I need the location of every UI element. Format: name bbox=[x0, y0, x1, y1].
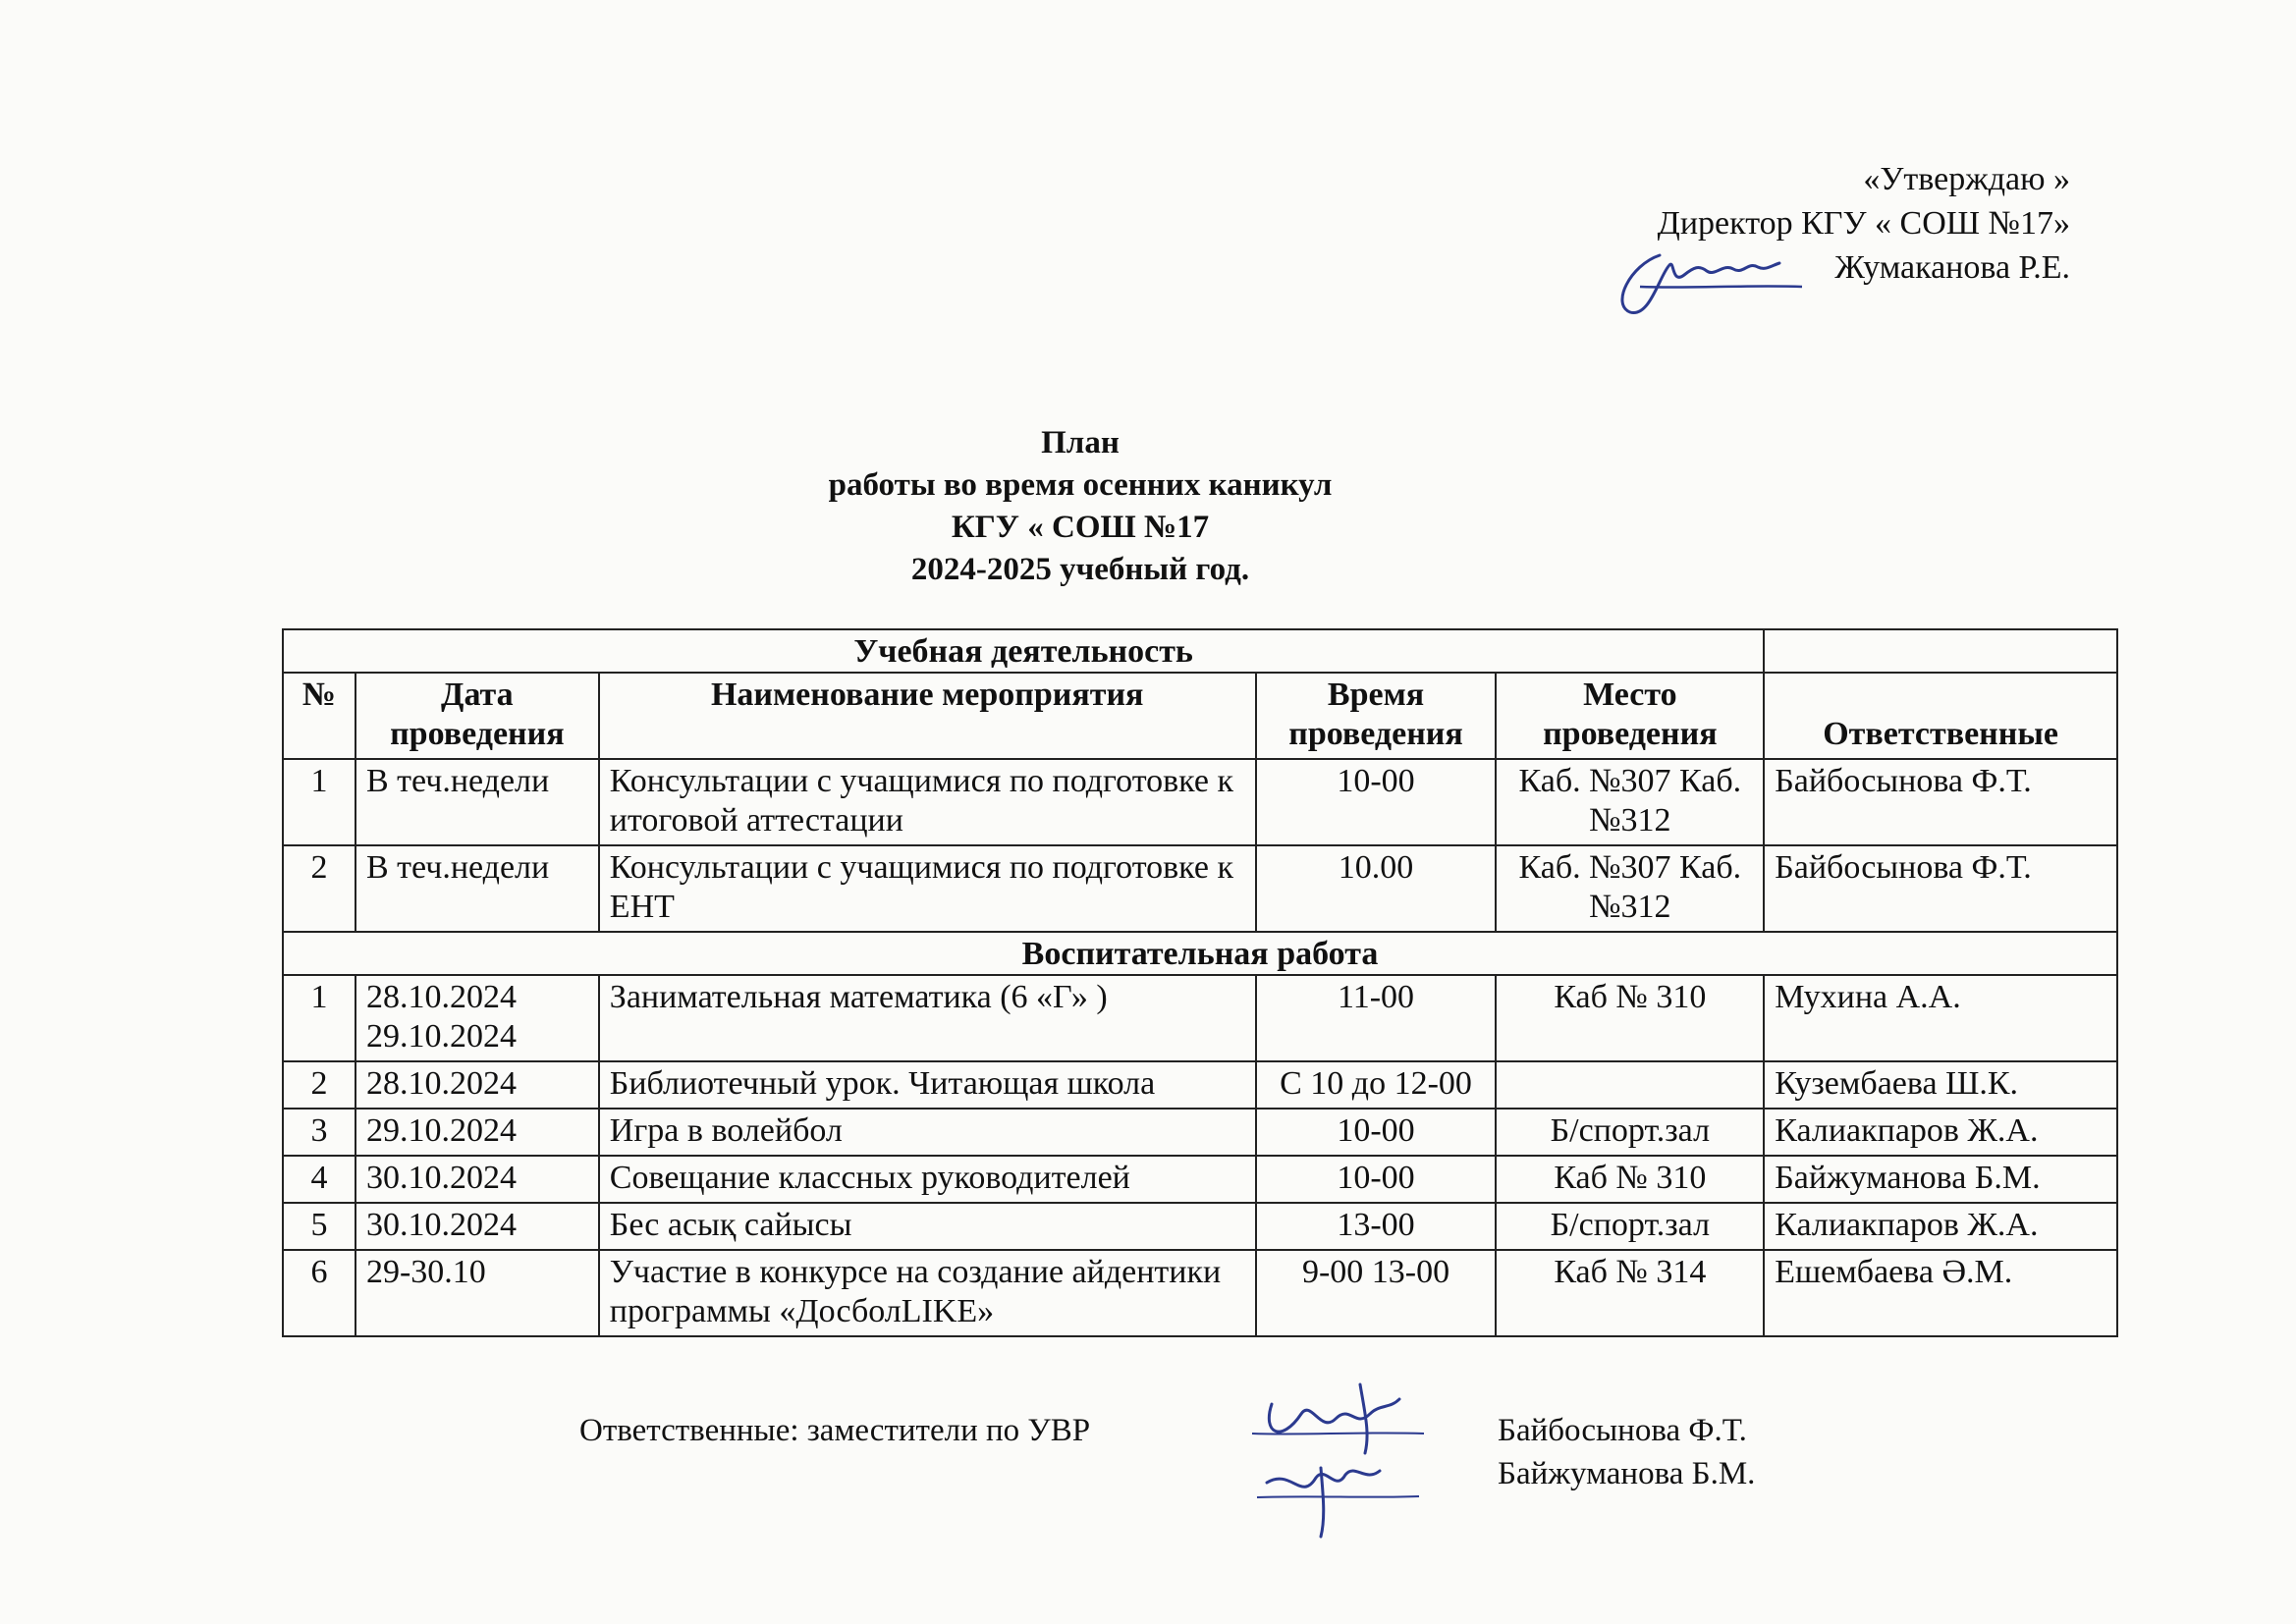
table-row bbox=[283, 759, 2117, 845]
row-event: Игра в волейбол bbox=[599, 1109, 1256, 1156]
row-responsible: Байбосынова Ф.Т. bbox=[1764, 845, 2117, 932]
title-line-1: План bbox=[1041, 425, 1120, 460]
row-event: Совещание классных руководителей bbox=[599, 1156, 1256, 1203]
header-name: Наименование мероприятия bbox=[599, 673, 1256, 759]
footer-person-2: Байжуманова Б.М. bbox=[1498, 1456, 1756, 1491]
approval-director-line: Директор КГУ « СОШ №17» bbox=[1657, 205, 2070, 242]
table-row bbox=[283, 1109, 2117, 1156]
header-place: Место проведения bbox=[1496, 673, 1764, 759]
table-row bbox=[283, 1156, 2117, 1203]
row-num: 1 bbox=[283, 759, 355, 845]
row-date: В теч.недели bbox=[355, 759, 599, 845]
row-date: 30.10.2024 bbox=[355, 1156, 599, 1203]
row-place bbox=[1496, 1061, 1764, 1109]
header-date: Дата проведения bbox=[355, 673, 599, 759]
row-place: Б/спорт.зал bbox=[1496, 1203, 1764, 1250]
row-place: Каб № 314 bbox=[1496, 1250, 1764, 1336]
table-row bbox=[283, 1250, 2117, 1336]
section-heading: Воспитательная работа bbox=[283, 932, 2117, 975]
row-time: 9-00 13-00 bbox=[1256, 1250, 1497, 1336]
row-num: 5 bbox=[283, 1203, 355, 1250]
row-time: 10.00 bbox=[1256, 845, 1497, 932]
footer-label: Ответственные: заместители по УВР bbox=[579, 1413, 1091, 1448]
row-responsible: Кузембаева Ш.К. bbox=[1764, 1061, 2117, 1109]
table-row bbox=[283, 1203, 2117, 1250]
table-row bbox=[283, 845, 2117, 932]
section-row bbox=[283, 932, 2117, 975]
header-responsible: Ответственные bbox=[1764, 673, 2117, 759]
section-row bbox=[283, 629, 2117, 673]
row-num: 4 bbox=[283, 1156, 355, 1203]
row-date: В теч.недели bbox=[355, 845, 599, 932]
row-num: 2 bbox=[283, 845, 355, 932]
row-responsible: Калиакпаров Ж.А. bbox=[1764, 1109, 2117, 1156]
table-row bbox=[283, 975, 2117, 1061]
row-num: 2 bbox=[283, 1061, 355, 1109]
row-date: 29.10.2024 bbox=[355, 1109, 599, 1156]
approval-heading: «Утверждаю » bbox=[1863, 161, 2070, 197]
row-event: Бес асық сайысы bbox=[599, 1203, 1256, 1250]
row-time: 10-00 bbox=[1256, 1109, 1497, 1156]
row-place: Каб. №307 Каб. №312 bbox=[1496, 759, 1764, 845]
row-date: 28.10.2024 29.10.2024 bbox=[355, 975, 599, 1061]
footer-person-1: Байбосынова Ф.Т. bbox=[1498, 1413, 1747, 1448]
empty-cell bbox=[1764, 629, 2117, 673]
row-event: Консультации с учащимися по подготовке к итоговой аттестации bbox=[599, 759, 1256, 845]
row-place: Каб № 310 bbox=[1496, 1156, 1764, 1203]
row-date: 29-30.10 bbox=[355, 1250, 599, 1336]
row-place: Каб. №307 Каб. №312 bbox=[1496, 845, 1764, 932]
row-event: Консультации с учащимися по подготовке к ЕНТ bbox=[599, 845, 1256, 932]
row-num: 1 bbox=[283, 975, 355, 1061]
row-responsible: Калиакпаров Ж.А. bbox=[1764, 1203, 2117, 1250]
row-event: Библиотечный урок. Читающая школа bbox=[599, 1061, 1256, 1109]
row-event: Участие в конкурсе на создание айдентики программы «ДосболLIKE» bbox=[599, 1250, 1256, 1336]
approval-signature-line bbox=[1834, 245, 2070, 290]
row-place: Каб № 310 bbox=[1496, 975, 1764, 1061]
row-responsible: Мухина А.А. bbox=[1764, 975, 2117, 1061]
header-num: № bbox=[283, 673, 355, 759]
row-place: Б/спорт.зал bbox=[1496, 1109, 1764, 1156]
header-row bbox=[283, 673, 2117, 759]
row-time: 10-00 bbox=[1256, 759, 1497, 845]
row-time: 13-00 bbox=[1256, 1203, 1497, 1250]
row-responsible: Байжуманова Б.М. bbox=[1764, 1156, 2117, 1203]
director-signature bbox=[1601, 236, 1827, 324]
section-heading: Учебная деятельность bbox=[283, 629, 1764, 673]
row-responsible: Ешембаева Ә.М. bbox=[1764, 1250, 2117, 1336]
row-date: 30.10.2024 bbox=[355, 1203, 599, 1250]
plan-table bbox=[282, 628, 2118, 1337]
row-time: С 10 до 12-00 bbox=[1256, 1061, 1497, 1109]
footer-signatories bbox=[1498, 1409, 1755, 1495]
deputy-signatures bbox=[1242, 1375, 1439, 1542]
title-line-2: работы во время осенних каникул bbox=[828, 467, 1333, 503]
row-responsible: Байбосынова Ф.Т. bbox=[1764, 759, 2117, 845]
approval-director-name: Жумаканова Р.Е. bbox=[1834, 249, 2070, 286]
row-date: 28.10.2024 bbox=[355, 1061, 599, 1109]
row-num: 6 bbox=[283, 1250, 355, 1336]
row-event: Занимательная математика (6 «Г» ) bbox=[599, 975, 1256, 1061]
title-line-4: 2024-2025 учебный год. bbox=[910, 552, 1250, 587]
row-time: 11-00 bbox=[1256, 975, 1497, 1061]
document-title bbox=[687, 422, 1473, 591]
row-num: 3 bbox=[283, 1109, 355, 1156]
header-time: Время проведения bbox=[1256, 673, 1497, 759]
table-row bbox=[283, 1061, 2117, 1109]
title-line-3: КГУ « СОШ №17 bbox=[951, 510, 1210, 545]
row-time: 10-00 bbox=[1256, 1156, 1497, 1203]
